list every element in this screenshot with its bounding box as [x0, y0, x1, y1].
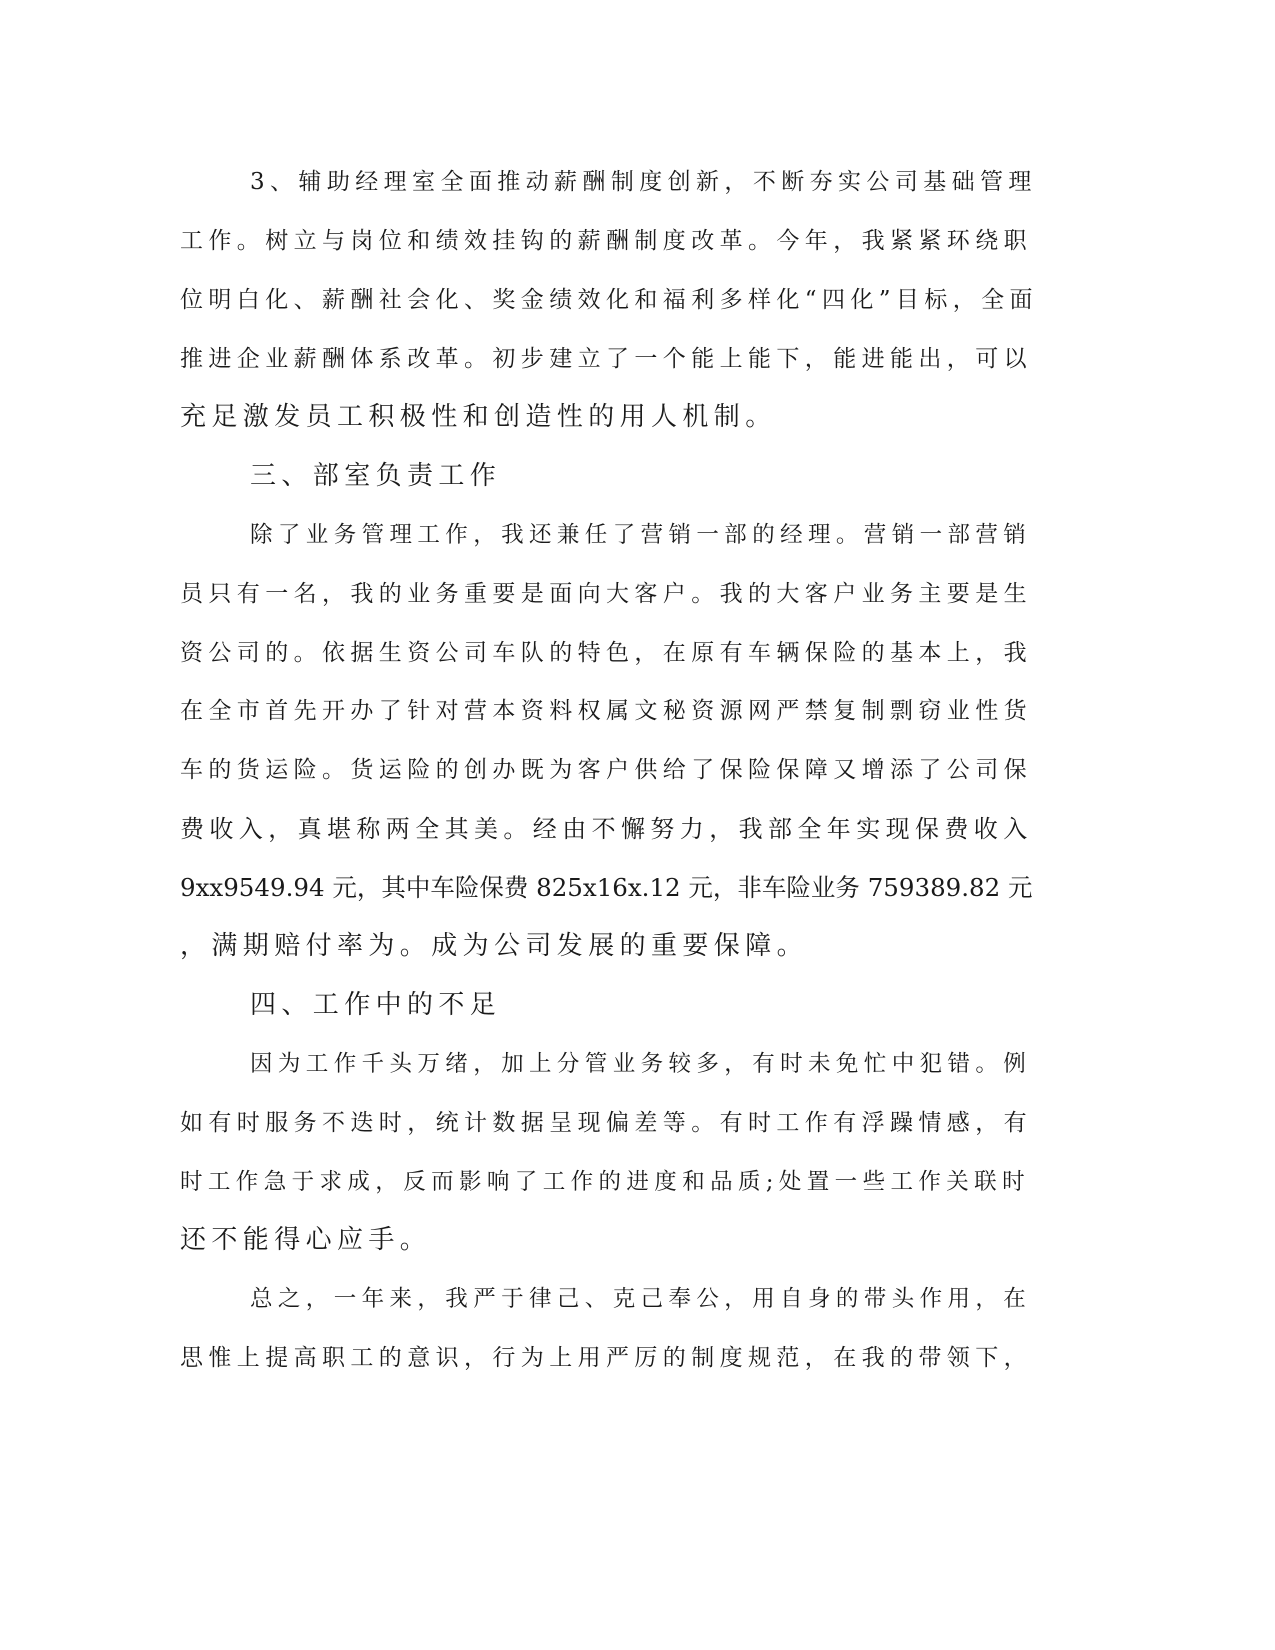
paragraph-line: 工作。树立与岗位和绩效挂钩的薪酬制度改革。今年，我紧紧环绕职 — [180, 228, 1032, 254]
paragraph-line: 员只有一名，我的业务重要是面向大客户。我的大客户业务主要是生 — [180, 581, 1032, 607]
section-heading: 四、工作中的不足 — [250, 990, 502, 1020]
paragraph-line: 资公司的。依据生资公司车队的特色，在原有车辆保险的基本上，我 — [180, 640, 1032, 666]
paragraph-line: 如有时服务不迭时，统计数据呈现偏差等。有时工作有浮躁情感，有 — [180, 1110, 1032, 1136]
paragraph-line: 在全市首先开办了针对营本资料权属文秘资源网严禁复制剽窃业性货 — [180, 698, 1032, 724]
paragraph-line: 除了业务管理工作，我还兼任了营销一部的经理。营销一部营销 — [250, 522, 1032, 548]
paragraph-line: 充足激发员工积极性和创造性的用人机制。 — [180, 402, 777, 432]
paragraph-line: 思惟上提高职工的意识，行为上用严厉的制度规范，在我的带领下， — [180, 1345, 1032, 1371]
paragraph-line: ，满期赔付率为。成为公司发展的重要保障。 — [180, 931, 809, 961]
paragraph-line: 因为工作千头万绪，加上分管业务较多，有时未免忙中犯错。例 — [250, 1051, 1032, 1077]
paragraph-line: 推进企业薪酬体系改革。初步建立了一个能上能下，能进能出，可以 — [180, 346, 1032, 372]
paragraph-line: 位明白化、薪酬社会化、奖金绩效化和福利多样化“四化”目标，全面 — [180, 287, 1038, 313]
paragraph-line: 总之，一年来，我严于律己、克己奉公，用自身的带头作用，在 — [250, 1286, 1032, 1312]
paragraph-line: 车的货运险。货运险的创办既为客户供给了保险保障又增添了公司保 — [180, 757, 1032, 783]
section-heading: 三、部室负责工作 — [250, 461, 502, 491]
paragraph-line: 9xx9549.94 元，其中车险保费 825x16x.12 元，非车险业务 759389.82 元 — [180, 873, 1033, 902]
paragraph-line: 3、辅助经理室全面推动薪酬制度创新，不断夯实公司基础管理 — [250, 169, 1037, 195]
paragraph-line: 费收入，真堪称两全其美。经由不懈努力，我部全年实现保费收入 — [180, 815, 1033, 843]
paragraph-line: 时工作急于求成，反而影响了工作的进度和品质;处置一些工作关联时 — [180, 1169, 1030, 1195]
paragraph-line: 还不能得心应手。 — [180, 1225, 432, 1255]
